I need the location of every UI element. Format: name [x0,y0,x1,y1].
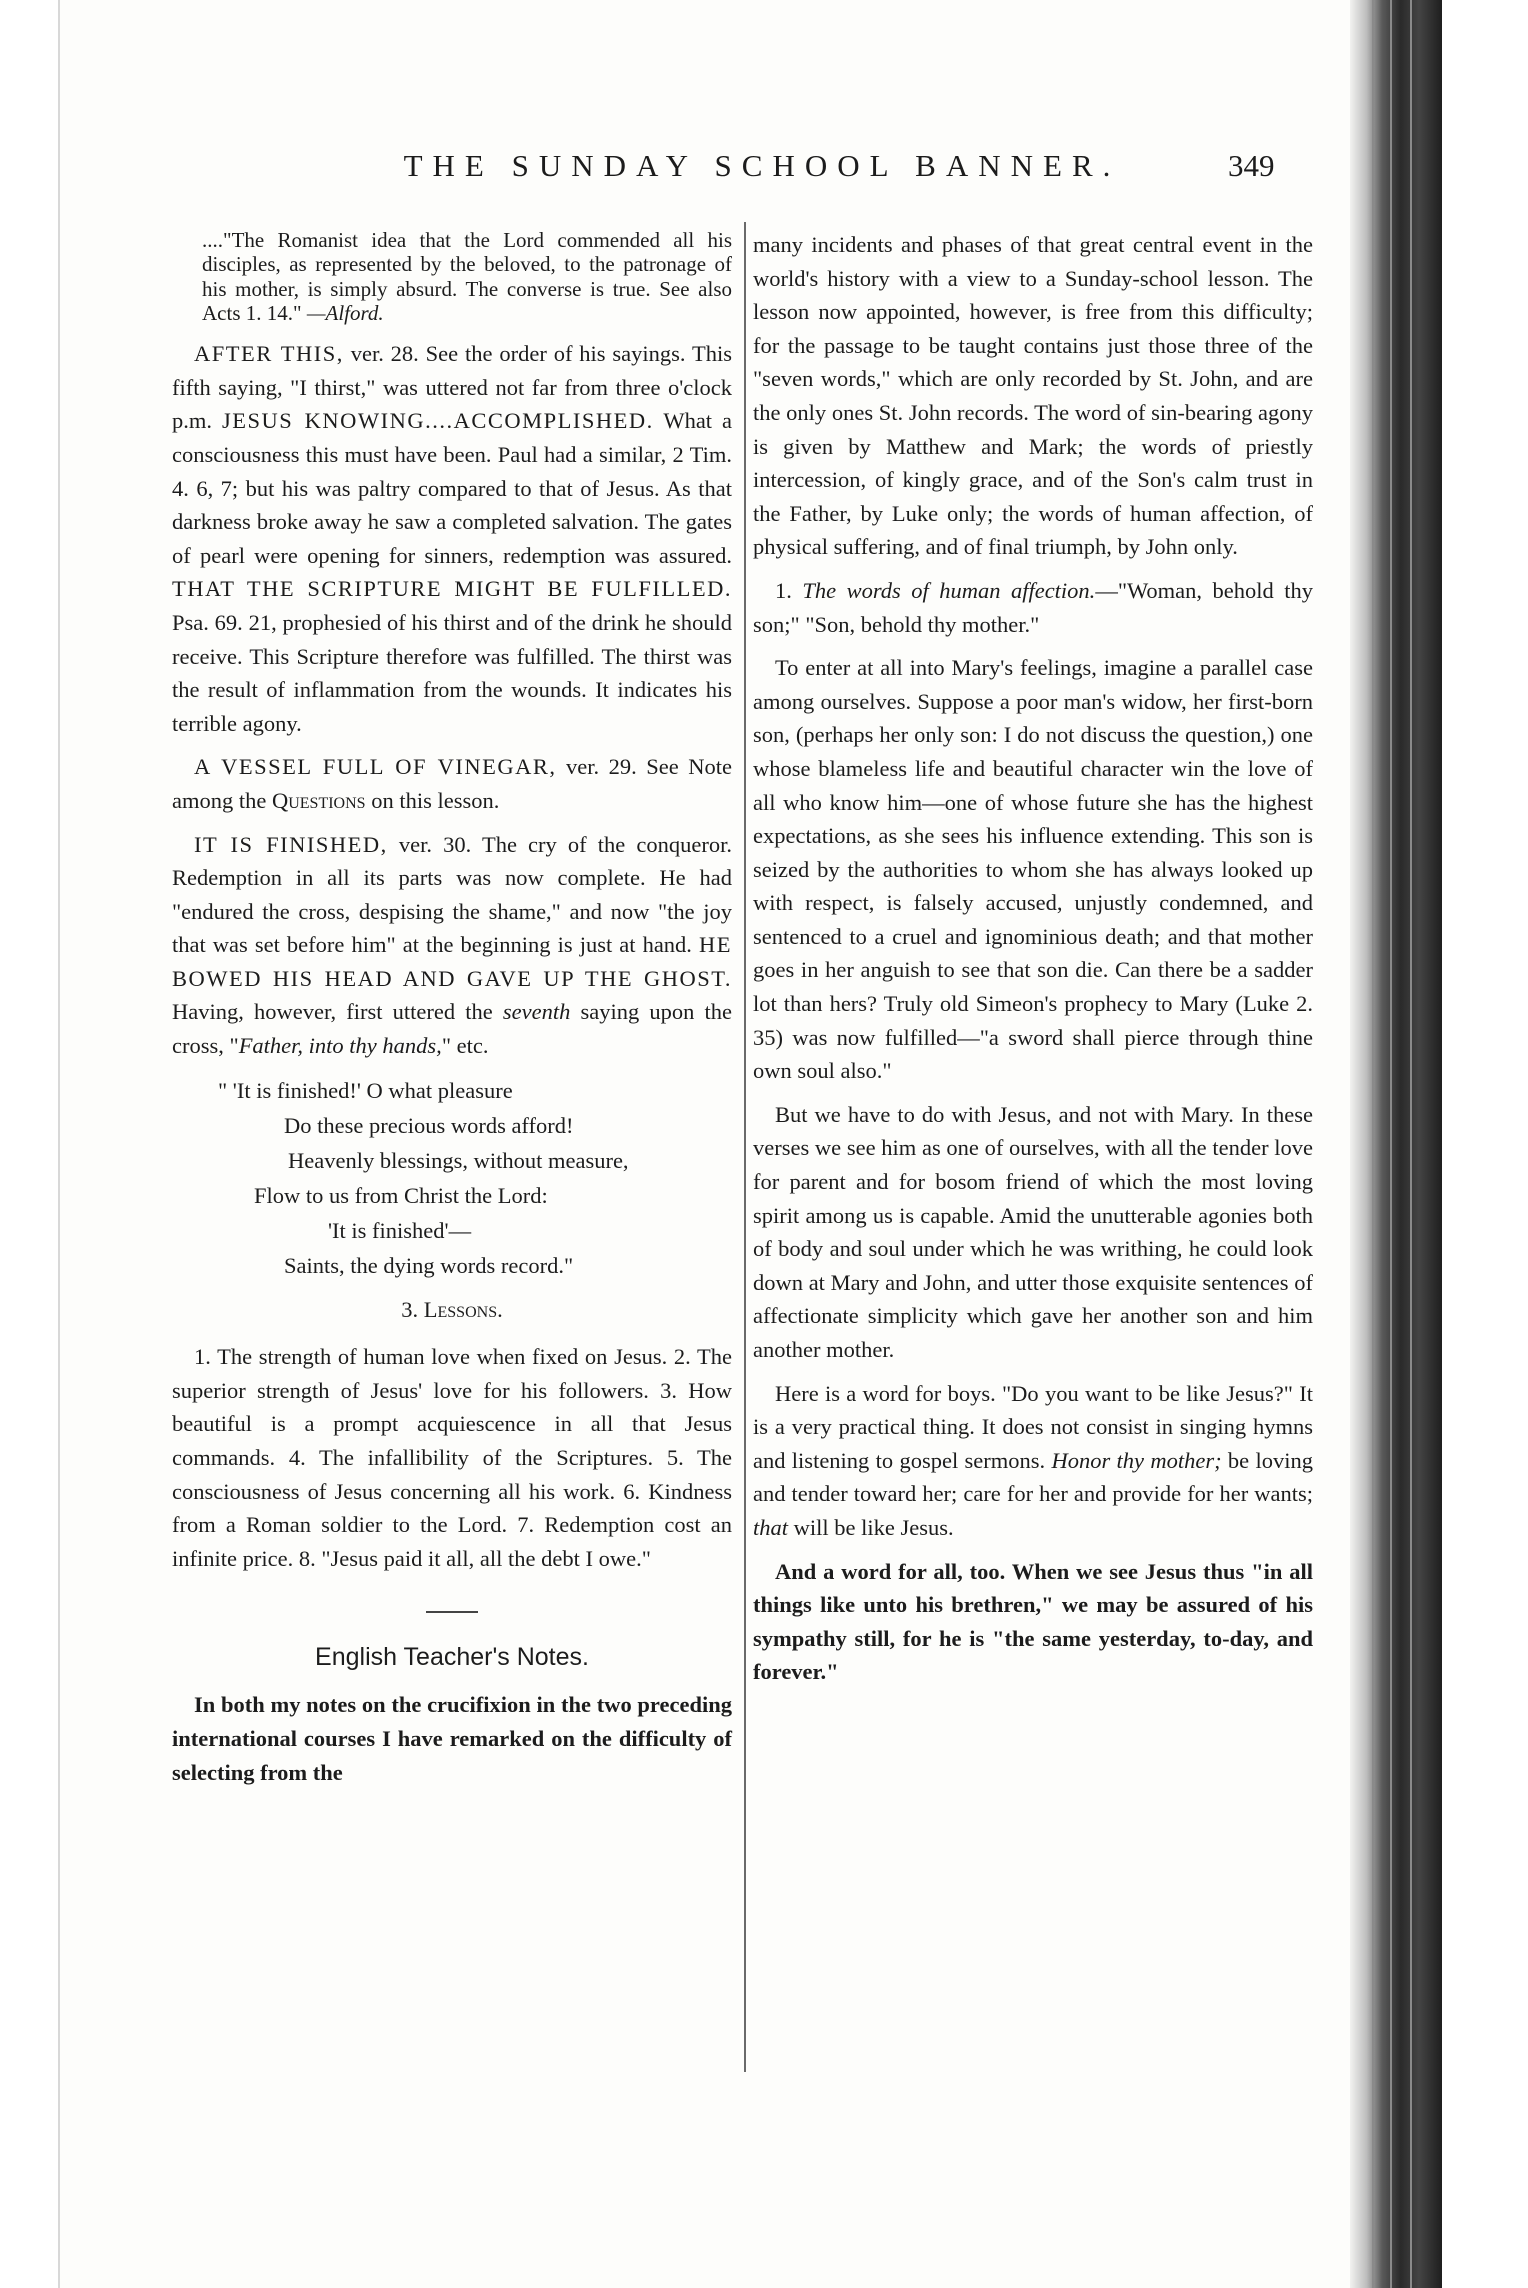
paragraph-words-of-affection: 1. The words of human affection.—"Woman, behold thy son;" "Son, behold thy mother." [753,577,1313,637]
column-rule [744,222,746,2072]
note-source: —Alford. [306,300,384,325]
poem-line: Do these precious words afford! [284,1112,574,1138]
book-spine [1350,0,1442,2288]
paragraph-vessel: A VESSEL FULL OF VINEGAR, ver. 29. See Note among the Questions on this lesson. [172,754,732,813]
paragraph-marys-feelings: To enter at all into Mary's feelings, imagine a parallel case among ourselves. Suppose a poor man's widow, her first-born son, (perhaps her only son: I do not discuss the question,) one whose blameless life and beautiful character win the love of all who know him—one of whose future she has the highest expectations, as she sees his influence extending. This son is seized by the authorities to whom she has always looked up with respect, is falsely accused, unjustly condemned, and sentenced to a cruel and ignominious death; and that mother goes in her anguish to see that son die. Can there be a sadder lot than hers? Truly old Simeon's prophecy to Mary (Luke 2. 35) was now fulfilled—"a sword shall pierce through thine own soul also." [753,655,1313,1084]
poem-line: Heavenly blessings, without measure, [288,1147,629,1173]
poem-line: " 'It is finished!' O what pleasure [218,1077,513,1103]
notes-heading: English Teacher's Notes. [315,1643,589,1672]
paragraph-jesus-not-mary: But we have to do with Jesus, and not with Mary. In these verses we see him as one of ourselves, with all the tender love for parent and for bosom friend of which the most loving spirit among us is capable. Amid the unutterable agonies both of body and soul under which he was writhing, he could look down at Mary and John, and utter those exquisite sentences of affectionate simplicity which gave her another son and him another mother. [753,1101,1313,1362]
quoted-note: ...."The Romanist idea that the Lord commended all his disciples, as represented by the beloved, to the patronage of his mother, is simply absurd. The converse is true. See also Acts 1. 14." —Alford. [202,228,732,325]
paragraph-incidents: many incidents and phases of that great central event in the world's history with a view to a Sunday-school lesson. The lesson now appointed, however, is free from this difficulty; for the passage to be taught contains just those three of the "seven words," which are only recorded by St. John, and are the only ones St. John records. The word of sin-bearing agony is given by Matthew and Mark; the words of priestly intercession, of kingly grace, and of the Son's calm trust in the Father, by Luke only; the words of human affection, of physical suffering, and of final triumph, by John only. [753,232,1313,560]
lessons-heading: 3. Lessons. [401,1296,503,1322]
paragraph-word-for-all: And a word for all, too. When we see Jesus thus "in all things like unto his brethren," we may be assured of his sympathy still, for he is "the same yesterday, to-day, and forever." [753,1558,1313,1685]
lessons-list: 1. The strength of human love when fixed on Jesus. 2. The superior strength of Jesus' love for his followers. 3. How beautiful is a prompt acquiescence in all that Jesus commands. 4. The infallibility of the Scriptures. 5. The consciousness of Jesus concerning all his work. 6. Kindness from a Roman soldier to the Lord. 7. Redemption cost an infinite price. 8. "Jesus paid it all, all the debt I owe." [172,1344,732,1571]
notes-intro: In both my notes on the crucifixion in the two preceding international courses I have remarked on the difficulty of selecting from the [172,1692,732,1785]
left-column [172,228,732,1799]
poem-line: Saints, the dying words record." [284,1252,574,1278]
section-divider [426,1611,478,1613]
poem-line: 'It is finished'— [328,1217,472,1243]
paragraph-word-for-boys: Here is a word for boys. "Do you want to be like Jesus?" It is a very practical thing. It does not consist in singing hymns and listening to gospel sermons. Honor thy mother; be loving and tender toward her; care for her and provide for her wants; that will be like Jesus. [753,1380,1313,1540]
paragraph-after-this: AFTER THIS, ver. 28. See the order of his sayings. This fifth saying, "I thirst," was uttered not far from three o'clock p.m. JESUS KNOWING....ACCOMPLISHED. What a consciousness this must have been. Paul had a similar, 2 Tim. 4. 6, 7; but his was paltry compared to that of Jesus. As that darkness broke away he saw a completed salvation. The gates of pearl were opening for sinners, redemption was assured. THAT THE SCRIPTURE MIGHT BE FULFILLED. Psa. 69. 21, prophesied of his thirst and of the drink he should receive. This Scripture therefore was fulfilled. The thirst was the result of inflammation from the wounds. It indicates his terrible agony. [172,341,732,736]
right-column [753,228,1313,1699]
hymn-verse [218,1073,732,1283]
poem-line: Flow to us from Christ the Lord: [254,1182,548,1208]
page-number: 349 [1228,148,1275,183]
running-head: THE SUNDAY SCHOOL BANNER. [403,148,1121,183]
paragraph-it-is-finished: IT IS FINISHED, ver. 30. The cry of the conqueror. Redemption in all its parts was now complete. He had "endured the cross, despising the shame," and now "the joy that was set before him" at the beginning is just at hand. HE BOWED HIS HEAD AND GAVE UP THE GHOST. Having, however, first uttered the seventh saying upon the cross, "Father, into thy hands," etc. [172,831,732,1059]
